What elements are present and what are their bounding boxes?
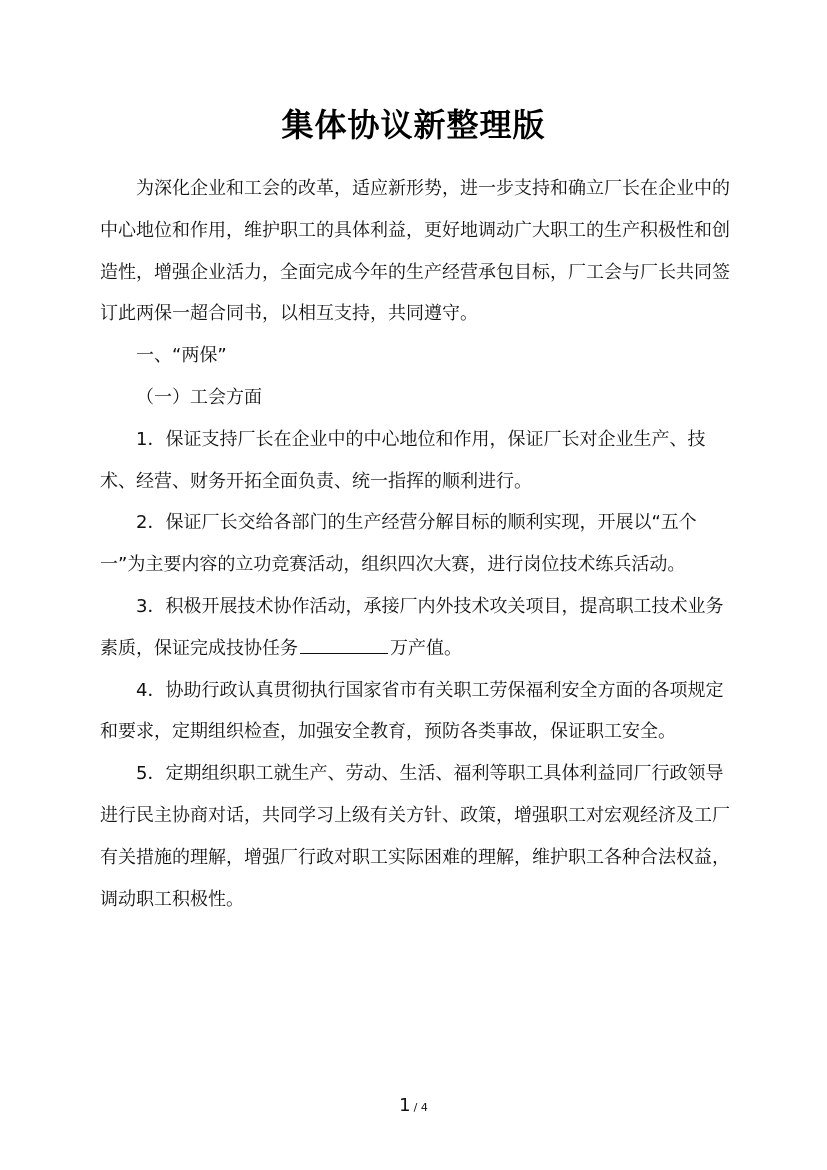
clause-3-text-before: 3．积极开展技术协作活动，承接厂内外技术攻关项目，提高职工技术业务素质，保证完成技协任务 xyxy=(100,595,724,659)
page-number xyxy=(0,1094,827,1120)
clause-3 xyxy=(100,586,732,670)
document-title: 集体协议新整理版 xyxy=(281,106,546,144)
clause-1: 1．保证支持厂长在企业中的中心地位和作用，保证厂长对企业生产、技术、经营、财务开拓全面负责、统一指挥的顺利进行。 xyxy=(100,428,706,492)
fill-in-blank-line xyxy=(300,633,388,654)
intro-paragraph: 为深化企业和工会的改革，适应新形势，进一步支持和确立厂长在企业中的中心地位和作用，维护职工的具体利益，更好地调动广大职工的生产积极性和创造性，增强企业活力，全面完成今年的生产经营承包目标，厂工会与厂长共同签订此两保一超合同书，以相互支持，共同遵守。 xyxy=(100,178,730,325)
clause-5: 5．定期组织职工就生产、劳动、生活、福利等职工具体利益同厂行政领导进行民主协商对话，共同学习上级有关方针、政策，增强职工对宏观经济及工厂有关措施的理解，增强厂行政对职工实际困难的理解，维护职工各种合法权益，调动职工积极性。 xyxy=(100,763,730,910)
section-heading-two-guarantees: 一、“两保” xyxy=(136,345,227,367)
subsection-heading-union: （一）工会方面 xyxy=(136,386,262,408)
clause-2: 2．保证厂长交给各部门的生产经营分解目标的顺利实现，开展以“五个一”为主要内容的立功竞赛活动，组织四次大赛，进行岗位技术练兵活动。 xyxy=(100,512,697,576)
clause-4: 4．协助行政认真贯彻执行国家省市有关职工劳保福利安全方面的各项规定和要求，定期组织检查，加强安全教育，预防各类事故，保证职工安全。 xyxy=(100,679,724,743)
page-number-total: / 4 xyxy=(413,1101,428,1114)
clause-3-text-after: 万产值。 xyxy=(390,637,462,659)
document-body xyxy=(100,168,732,920)
page-number-current: 1 xyxy=(399,1095,411,1116)
